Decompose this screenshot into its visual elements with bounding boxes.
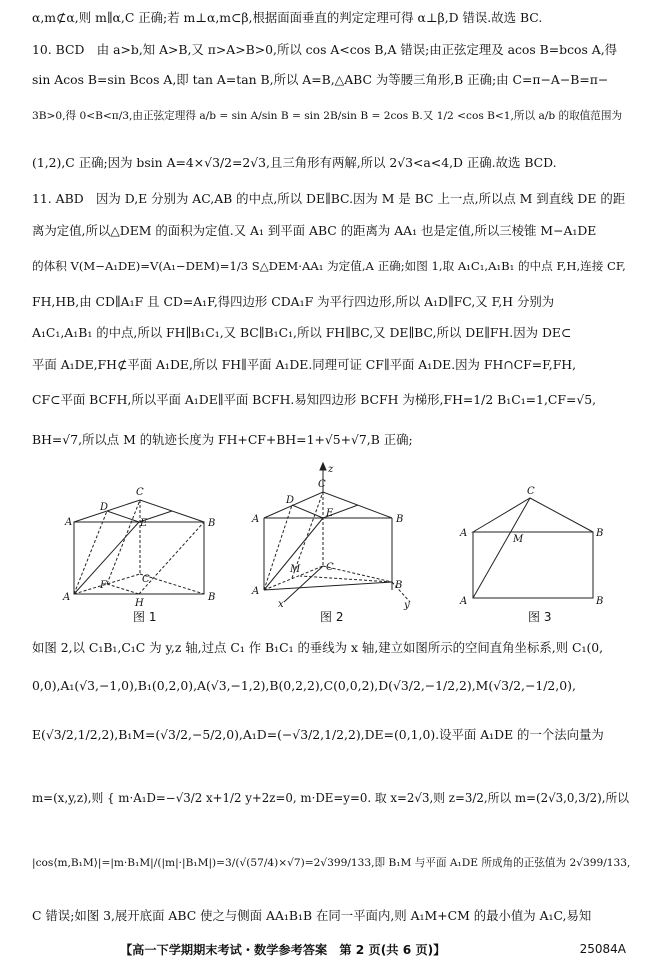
svg-text:B: B <box>596 596 604 607</box>
svg-text:F: F <box>100 580 107 591</box>
svg-text:C: C <box>527 486 535 497</box>
text-line-16: E(√3/2,1/2,2),B₁M=(√3/2,−5/2,0),A₁D=(−√3/2,1/2,2),DE=(0,1,0).设平面 A₁DE 的一个法向量为 <box>32 727 604 742</box>
svg-text:C: C <box>136 487 144 498</box>
svg-text:x: x <box>278 599 284 610</box>
text-line-12: CF⊂平面 BCFH,所以平面 A₁DE∥平面 BCFH.易知四边形 BCFH 为梯形,FH=1/2 B₁C₁=1,CF=√5, <box>32 392 597 407</box>
text-line-17: m=(x,y,z),则 { m·A₁D=−√3/2 x+1/2 y+2z=0, m·DE=y=0. 取 x=2√3,则 z=3/2,所以 m=(2√3,0,3/2),所以 <box>32 791 630 805</box>
svg-text:B: B <box>208 518 216 529</box>
svg-text:y: y <box>404 600 410 610</box>
text-line-10: A₁C₁,A₁B₁ 的中点,所以 FH∥B₁C₁,又 BC∥B₁C₁,所以 FH∥BC,又 DE∥BC,所以 DE∥FH.因为 DE⊂ <box>32 325 572 340</box>
text-line-15: 0,0),A₁(√3,−1,0),B₁(0,2,0),A(√3,−1,2),B(0,2,2),C(0,0,2),D(√3/2,−1/2,2),M(√3/2,−1/2,0), <box>32 678 576 693</box>
text-line-19: C 错误;如图 3,展开底面 ABC 使之与侧面 AA₁B₁B 在同一平面内,则 A₁M+CM 的最小值为 A₁C,易知 <box>32 908 592 923</box>
text-line-1: α,m⊄α,则 m∥α,C 正确;若 m⊥α,m⊂β,根据面面垂直的判定定理可得 α⊥β,D 错误.故选 BC. <box>32 10 543 25</box>
text-line-4: 3B>0,得 0<B<π/3,由正弦定理得 a/b = sin A/sin B = sin 2B/sin B = 2cos B.又 1/2 <cos B<1,所以 a/b 的取值范围为 <box>32 110 623 122</box>
footer-code: 25084A <box>579 942 626 956</box>
text-line-9: FH,HB,由 CD∥A₁F 且 CD=A₁F,得四边形 CDA₁F 为平行四边形,所以 A₁D∥FC,又 F,H 分别为 <box>32 294 555 309</box>
svg-text:A: A <box>252 586 260 597</box>
svg-text:C: C <box>142 574 150 585</box>
svg-text:D: D <box>100 502 109 513</box>
svg-text:M: M <box>513 534 524 545</box>
svg-text:C: C <box>326 562 334 573</box>
svg-text:A: A <box>63 592 71 603</box>
text-line-18: |cos⟨m,B₁M⟩|=|m·B₁M|/(|m|·|B₁M|)=3/(√(57/4)×√7)=2√399/133,即 B₁M 与平面 A₁DE 所成角的正弦值为 2√399/133, <box>32 857 631 869</box>
text-line-14: 如图 2,以 C₁B₁,C₁C 为 y,z 轴,过点 C₁ 作 B₁C₁ 的垂线为 x 轴,建立如图所示的空间直角坐标系,则 C₁(0, <box>32 640 604 655</box>
svg-text:H: H <box>135 598 144 609</box>
svg-text:z: z <box>328 464 334 475</box>
svg-text:A: A <box>460 596 468 607</box>
footer-title: 【高一下学期期末考试・数学参考答案 第 2 页(共 6 页)】 <box>120 943 446 957</box>
svg-text:B: B <box>208 592 216 603</box>
svg-text:A: A <box>252 514 260 525</box>
svg-text:B: B <box>396 514 404 525</box>
text-line-3: sin Acos B=sin Bcos A,即 tan A=tan B,所以 A=B,△ABC 为等腰三角形,B 正确;由 C=π−A−B=π− <box>32 72 609 87</box>
svg-text:B: B <box>596 528 604 539</box>
svg-text:A: A <box>460 528 468 539</box>
text-line-2: 10. BCD 由 a>b,知 A>B,又 π>A>B>0,所以 cos A<cos B,A 错误;由正弦定理及 acos B=bcos A,得 <box>32 42 618 57</box>
svg-text:B: B <box>395 580 403 591</box>
figure-2-caption: 图 2 <box>320 610 344 624</box>
figure-3-caption: 图 3 <box>528 610 552 624</box>
figure-1 <box>58 470 228 610</box>
svg-text:D: D <box>286 495 295 506</box>
text-line-13: BH=√7,所以点 M 的轨迹长度为 FH+CF+BH=1+√5+√7,B 正确; <box>32 432 413 447</box>
text-line-8: 的体积 V(M−A₁DE)=V(A₁−DEM)=1/3 S△DEM·AA₁ 为定值,A 正确;如图 1,取 A₁C₁,A₁B₁ 的中点 F,H,连接 CF, <box>32 259 626 273</box>
svg-text:M: M <box>290 564 301 575</box>
figure-2 <box>240 462 420 610</box>
svg-text:C: C <box>318 479 326 490</box>
svg-text:E: E <box>326 508 334 519</box>
svg-text:A: A <box>65 517 73 528</box>
text-line-6: 11. ABD 因为 D,E 分别为 AC,AB 的中点,所以 DE∥BC.因为 M 是 BC 上一点,所以点 M 到直线 DE 的距 <box>32 191 626 206</box>
figure-3 <box>455 484 615 612</box>
svg-text:E: E <box>140 518 148 529</box>
figure-1-caption: 图 1 <box>133 610 157 624</box>
text-line-7: 离为定值,所以△DEM 的面积为定值.又 A₁ 到平面 ABC 的距离为 AA₁ 也是定值,所以三棱锥 M−A₁DE <box>32 223 597 238</box>
text-line-11: 平面 A₁DE,FH⊄平面 A₁DE,所以 FH∥平面 A₁DE.同理可证 CF∥平面 A₁DE.因为 FH∩CF=F,FH, <box>32 357 577 372</box>
page-footer <box>0 941 648 963</box>
text-line-5: (1,2),C 正确;因为 bsin A=4×√3/2=2√3,且三角形有两解,所以 2√3<a<4,D 正确.故选 BCD. <box>32 155 557 170</box>
